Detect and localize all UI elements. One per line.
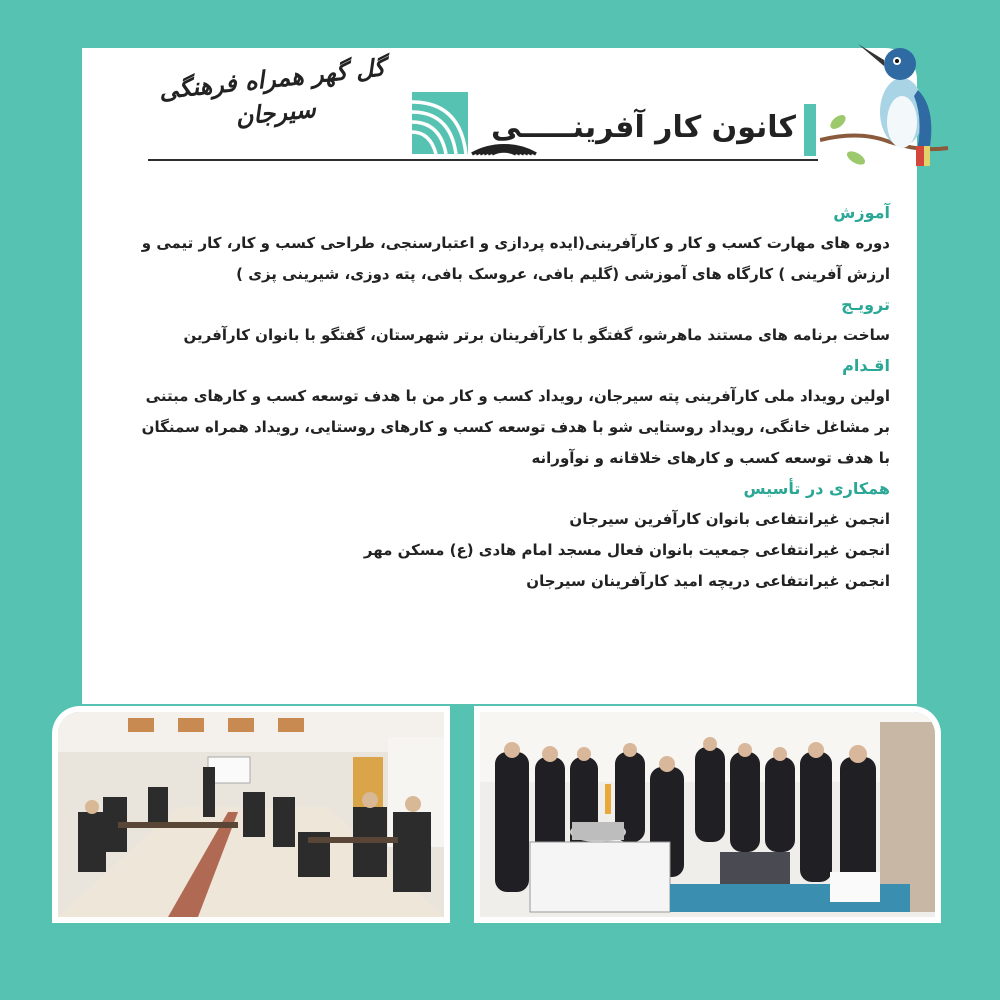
- text-line: با هدف توسعه کسب و کارهای خلاقانه و نوآورانه: [531, 449, 890, 467]
- section-promotion: [130, 290, 890, 351]
- text-line: انجمن غیرانتفاعی جمعیت بانوان فعال مسجد امام هادی (ع) مسکن مهر: [363, 541, 890, 559]
- bird-icon: [820, 30, 950, 170]
- section-education: [130, 198, 890, 290]
- section-title: اقـدام: [842, 356, 890, 375]
- section-title: آموزش: [833, 203, 890, 222]
- section-title: همکاری در تأسیس: [743, 479, 890, 498]
- text-line: انجمن غیرانتفاعی دریچه امید کارآفرینان سیرجان: [526, 572, 890, 590]
- title-accent-bar: [804, 104, 816, 156]
- classroom-photo: [58, 712, 444, 917]
- section-title: ترویـج: [841, 295, 890, 314]
- group-photo: [480, 712, 935, 917]
- text-line: ساخت برنامه های مستند ماهرشو، گفتگو با کارآفرینان برتر شهرستان، گفتگو با بانوان کارآفرین: [183, 326, 890, 344]
- org-title: کانون کار آفرینـــــی: [491, 110, 796, 145]
- text-line: دوره های مهارت کسب و کار و کارآفرینی(ایده پردازی و اعتبارسنجی، طراحی کسب و کار، کار تیمی و: [141, 234, 890, 252]
- section-action: [130, 351, 890, 474]
- header-divider: [148, 159, 818, 161]
- text-line: بر مشاغل خانگی، رویداد روستایی شو با هدف توسعه کسب و کارهای روستایی، رویداد همراه سمنگان: [141, 418, 890, 436]
- text-line: ارزش آفرینی ) کارگاه های آموزشی (گلیم بافی، عروسک بافی، پته دوزی، شیرینی پزی ): [236, 265, 890, 283]
- slogan-line-1: گل گهر همراه فرهنگی: [157, 52, 387, 105]
- slogan-line-2: سیرجان: [234, 93, 318, 132]
- text-line: اولین رویداد ملی کارآفرینی پته سیرجان، رویداد کسب و کار من با هدف توسعه کسب و کارهای مبتنی: [145, 387, 890, 405]
- content-body: [130, 198, 890, 597]
- section-cooperation: [130, 474, 890, 597]
- text-line: انجمن غیرانتفاعی بانوان کارآفرین سیرجان: [569, 510, 890, 528]
